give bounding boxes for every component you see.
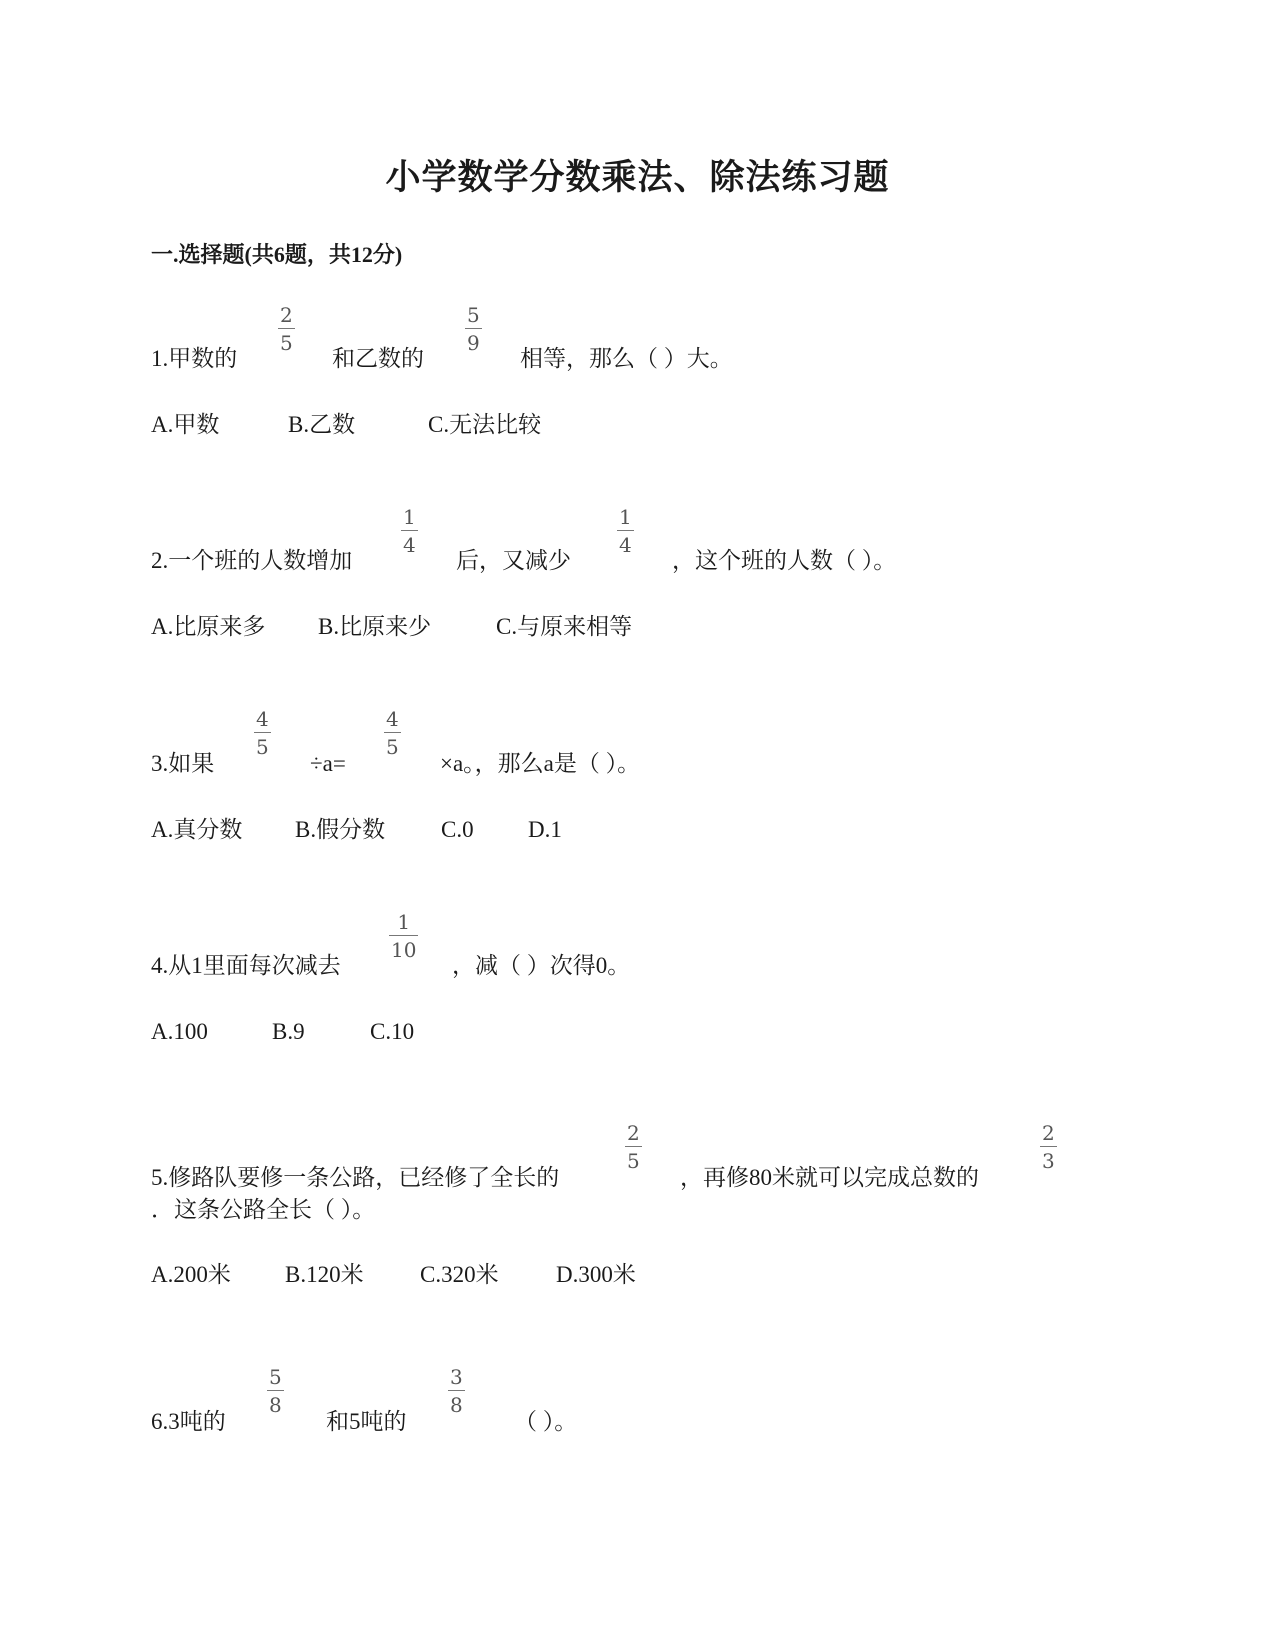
q3-option-b: B.假分数 (295, 817, 386, 842)
q3-text-2: ÷a= (310, 751, 346, 776)
q3-text-3: ×a。，那么a是（ ）。 (440, 751, 641, 776)
q3-fraction-2 (384, 707, 401, 759)
denominator: 10 (391, 938, 417, 962)
q1-fraction-2 (465, 303, 482, 355)
q5-text-2: ，再修80米就可以完成总数的 (680, 1165, 979, 1190)
numerator: 4 (256, 707, 269, 731)
q1-option-b: B.乙数 (288, 412, 356, 437)
q5-option-d: D.300米 (556, 1262, 636, 1287)
denominator: 3 (1042, 1149, 1055, 1173)
fraction-bar (254, 732, 271, 733)
q3-option-c: C.0 (441, 817, 474, 842)
q2-option-b: B.比原来少 (318, 614, 432, 639)
fraction-bar (389, 935, 418, 936)
q6-fraction-1 (267, 1365, 284, 1417)
section-heading: 一.选择题(共6题，共12分) (151, 242, 403, 267)
page-title: 小学数学分数乘法、除法练习题 (385, 158, 890, 197)
q5-option-c: C.320米 (420, 1262, 499, 1287)
q3-option-d: D.1 (528, 817, 562, 842)
q2-text-2: 后，又减少 (456, 548, 571, 573)
fraction-bar (465, 328, 482, 329)
q5-fraction-1 (625, 1121, 642, 1173)
q6-text-2: 和5吨的 (326, 1409, 407, 1434)
q5-text-3: ．这条公路全长（ ）。 (151, 1197, 376, 1222)
numerator: 5 (467, 303, 480, 327)
q2-fraction-1 (401, 505, 418, 557)
fraction-bar (617, 530, 634, 531)
q2-text-3: ，这个班的人数（ ）。 (672, 548, 897, 573)
q3-text-1: 3.如果 (151, 751, 215, 776)
q4-text-1: 4.从1里面每次减去 (151, 953, 341, 978)
denominator: 4 (619, 533, 632, 557)
numerator: 1 (403, 505, 416, 529)
numerator: 5 (269, 1365, 282, 1389)
fraction-bar (267, 1390, 284, 1391)
q1-option-c: C.无法比较 (428, 412, 542, 437)
q1-fraction-1 (278, 303, 295, 355)
q4-option-a: A.100 (151, 1019, 208, 1044)
fraction-bar (401, 530, 418, 531)
q6-fraction-2 (448, 1365, 465, 1417)
numerator: 2 (627, 1121, 640, 1145)
q2-text-1: 2.一个班的人数增加 (151, 548, 353, 573)
q1-option-a: A.甲数 (151, 412, 220, 437)
q2-option-a: A.比原来多 (151, 614, 266, 639)
q6-text-3: （ ）。 (514, 1409, 578, 1434)
q5-fraction-2 (1040, 1121, 1057, 1173)
denominator: 4 (403, 533, 416, 557)
q2-fraction-2 (617, 505, 634, 557)
q5-text-1: 5.修路队要修一条公路，已经修了全长的 (151, 1165, 560, 1190)
fraction-bar (384, 732, 401, 733)
q1-text-3: 相等，那么（ ）大。 (520, 346, 733, 371)
denominator: 5 (627, 1149, 640, 1173)
numerator: 1 (397, 910, 411, 934)
q2-option-c: C.与原来相等 (496, 614, 633, 639)
q1-text-2: 和乙数的 (332, 346, 424, 371)
numerator: 1 (619, 505, 632, 529)
q5-option-b: B.120米 (285, 1262, 364, 1287)
denominator: 5 (386, 735, 399, 759)
denominator: 9 (467, 331, 480, 355)
q3-fraction-1 (254, 707, 271, 759)
q5-option-a: A.200米 (151, 1262, 231, 1287)
q4-option-b: B.9 (272, 1019, 305, 1044)
fraction-bar (278, 328, 295, 329)
denominator: 5 (256, 735, 269, 759)
q6-text-1: 6.3吨的 (151, 1409, 226, 1434)
numerator: 4 (386, 707, 399, 731)
q4-text-2: ，减（ ）次得0。 (452, 953, 631, 978)
denominator: 8 (269, 1393, 282, 1417)
fraction-bar (1040, 1146, 1057, 1147)
numerator: 2 (1042, 1121, 1055, 1145)
denominator: 5 (280, 331, 293, 355)
q4-option-c: C.10 (370, 1019, 415, 1044)
denominator: 8 (450, 1393, 463, 1417)
q4-fraction-1 (389, 910, 418, 962)
q1-text-1: 1.甲数的 (151, 346, 238, 371)
fraction-bar (448, 1390, 465, 1391)
numerator: 2 (280, 303, 293, 327)
fraction-bar (625, 1146, 642, 1147)
q3-option-a: A.真分数 (151, 817, 243, 842)
numerator: 3 (450, 1365, 463, 1389)
